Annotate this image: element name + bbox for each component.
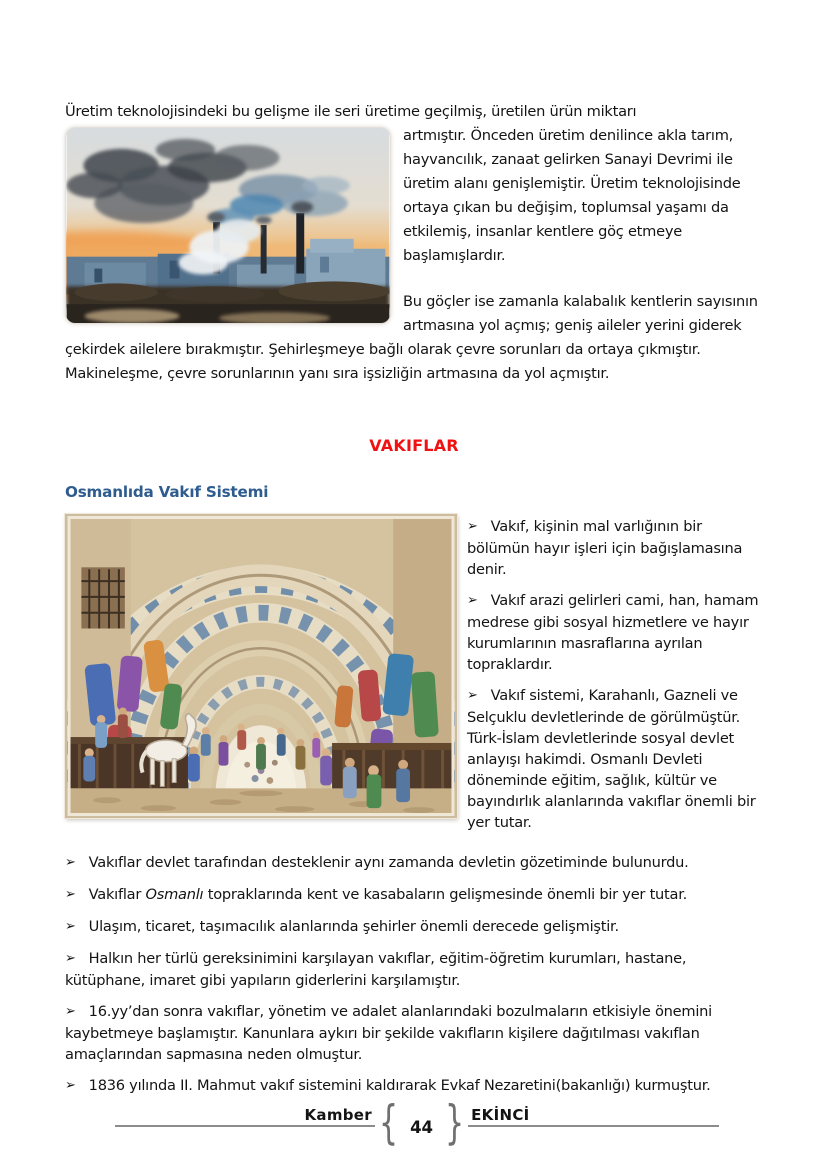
footer-brace-left: {	[378, 1096, 399, 1152]
bullet-arrow-icon: ➢	[467, 519, 478, 534]
factory-smoke-illustration	[66, 128, 390, 323]
bullet-arrow-icon: ➢	[65, 1004, 76, 1019]
bullet-text: Vakıflar devlet tarafından desteklenir aynı zamanda devletin gözetiminde bulunurdu.	[88, 854, 689, 871]
page-footer	[65, 1096, 763, 1152]
foreground	[67, 281, 390, 323]
bullet-text: Vakıf, kişinin mal varlığının bir bölümün hayır işleri için bağışlamasına denir.	[467, 518, 743, 578]
bullet-arrow-icon: ➢	[65, 919, 76, 934]
intro-paragraph-wrapped: artmıştır. Önceden üretim denilince akla tarım, hayvancılık, zanaat gelirken Sanayi Devrimi ile üretim alanı genişlemiştir. Üretim teknolojisinde ortaya çıkan bu değişim, toplumsal yaşamı da etkilemiş, insanlar kentlere göç etmeye başlamışlardır.	[403, 127, 741, 264]
footer-line-left	[115, 1125, 301, 1127]
bullet-text: Halkın her türlü gereksinimini karşılayan vakıflar, eğitim-öğretim kurumları, hastane, kütüphane, imaret gibi yapıların giderlerini karşılamıştır.	[65, 950, 687, 989]
bullet-item	[467, 685, 763, 833]
bullet-arrow-icon: ➢	[65, 951, 76, 966]
ottoman-bazaar-image	[65, 514, 457, 818]
vakif-content-row	[65, 514, 763, 843]
bullet-text: topraklarında kent ve kasabaların gelişmesinde önemli bir yer tutar.	[203, 886, 687, 903]
bullet-text: Ulaşım, ticaret, taşımacılık alanlarında şehirler önemli derecede gelişmiştir.	[88, 918, 619, 935]
bullet-item	[467, 516, 763, 580]
footer-page-number: 44	[410, 1118, 434, 1137]
bullet-text-italic: Osmanlı	[145, 886, 204, 903]
bullet-text: Vakıf arazi gelirleri cami, han, hamam medrese gibi sosyal hizmetlere ve hayır kurumlarının masraflarına ayrılan topraklardır.	[467, 592, 759, 673]
vakif-full-bullets	[65, 852, 763, 1097]
bullet-text: 1836 yılında II. Mahmut vakıf sistemini kaldırarak Evkaf Nezaretini(bakanlığı) kurmuştur.	[88, 1077, 711, 1094]
footer-brace-right: }	[445, 1096, 465, 1152]
vakif-side-bullets	[467, 514, 763, 843]
bullet-text: Vakıflar	[88, 886, 146, 903]
bullet-item	[65, 916, 763, 938]
footer-author-last: EKİNCİ	[468, 1106, 532, 1127]
footer-line-right	[533, 1125, 719, 1127]
intro-paragraph-line1: Üretim teknolojisindeki bu gelişme ile seri üretime geçilmiş, üretilen ürün miktarı	[65, 103, 637, 120]
bullet-item	[65, 884, 763, 906]
bullet-item	[65, 1075, 763, 1097]
bullet-item	[65, 852, 763, 874]
intro-paragraph-2: Bu göçler ise zamanla kalabalık kentlerin sayısının artmasına yol açmış; geniş aileler yerini giderek çekirdek ailelere bırakmıştır. Şehirleşmeye bağlı olarak çevre sorunları da ortaya çıkmıştır. Makineleşme, çevre sorunlarının yanı sıra işsizliğin artmasına da yol açmıştır.	[65, 293, 758, 382]
bullet-text: 16.yy’dan sonra vakıflar, yönetim ve adalet alanlarındaki bozulmaların etkisiyle önemini kaybetmeye başlamıştır. Kanunlara aykırı bir şekilde vakıfların kişilere dağıtılması vakıflan amaçlarından sapmasına neden olmuştur.	[65, 1003, 712, 1063]
bullet-item	[65, 948, 763, 991]
bullet-arrow-icon: ➢	[65, 1078, 76, 1093]
ottoman-bazaar-illustration	[67, 516, 455, 816]
bullet-item	[467, 590, 763, 675]
bullet-arrow-icon: ➢	[467, 688, 478, 703]
footer-author-first: Kamber	[301, 1106, 374, 1127]
bullet-arrow-icon: ➢	[65, 855, 76, 870]
bullet-arrow-icon: ➢	[467, 593, 478, 608]
section-title-vakiflar: VAKIFLAR	[369, 436, 459, 455]
bullet-text: Vakıf sistemi, Karahanlı, Gazneli ve Selçuklu devletlerinde de görülmüştür. Türk-İslam devletlerinde sosyal devlet anlayışı hakimdi. Osmanlı Devleti döneminde eğitim, sağlık, kültür ve bayındırlık alanlarında vakıflar önemli bir yer tutar.	[467, 687, 756, 831]
factory-smoke-image	[65, 127, 391, 324]
bullet-arrow-icon: ➢	[65, 887, 76, 902]
bullet-item	[65, 1001, 763, 1065]
subsection-title-osmanli-vakif: Osmanlıda Vakıf Sistemi	[65, 483, 269, 501]
